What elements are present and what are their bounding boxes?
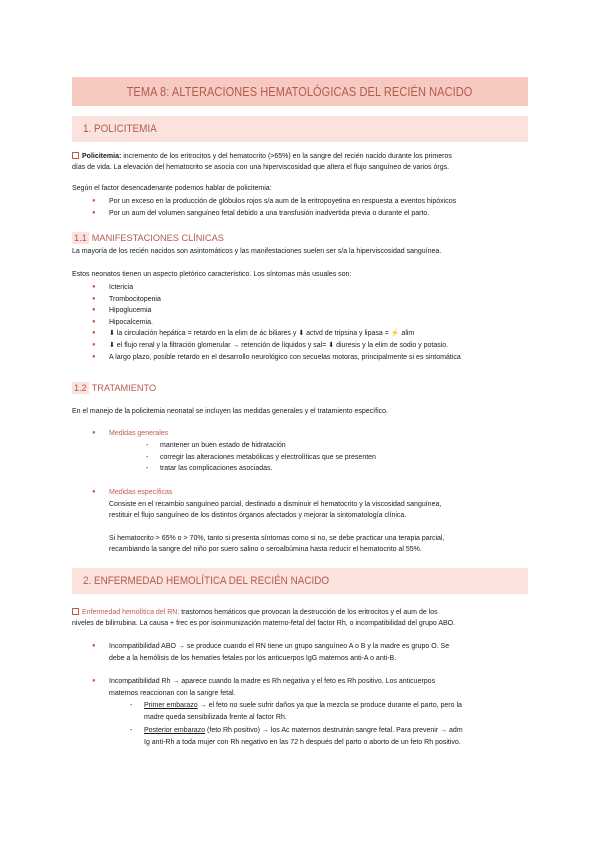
post-text-1: (feto Rh positivo) → los Ac maternos destruirán sangre fetal. Para prevenir → adm: [207, 727, 463, 735]
subsection-number: 1.2: [74, 383, 87, 393]
specific-text-1: Consiste en el recambio sanguíneo parcial, destinado a disminuir el hematocrito y la viscosidad sanguínea,: [109, 501, 442, 508]
list-item: [130, 725, 528, 748]
later-pregnancy-label: Posterior embarazo: [144, 727, 206, 735]
factor-intro: Según el factor desencadenante podemos hablar de policitemia:: [72, 185, 272, 192]
symptom-list: [92, 282, 528, 363]
section-2-title: 2. ENFERMEDAD HEMOLÍTICA DEL RECIÉN NACIDO: [83, 575, 330, 587]
definition-text-1: incremento de los eritrocitos y del hematocrito (>65%) en la sangre del recién nacido durante los primeros: [123, 153, 452, 160]
definition-term: Policitemia:: [82, 153, 122, 160]
abo-text-1: Incompatibilidad ABO → se produce cuando el RN tiene un grupo sanguíneo A o B y la madre es grupo O. Se: [109, 643, 450, 650]
general-measures-list: [92, 428, 528, 440]
definition-text-1: trastornos hemáticos que provocan la destrucción de los eritrocitos y el aum de los: [181, 609, 438, 616]
specific-measures-list: [92, 487, 528, 499]
list-item: ● Por un exceso en la producción de glóbulos rojos s/a aum de la eritropoyetina en respuesta a eventos hipóxicos: [92, 196, 528, 208]
subsection-1-1-heading: [72, 233, 224, 243]
definition-text-2: niveles de bilirrubina. La causa + frec es por isoinmunización materno-fetal del factor Rh, o incompatibilidad del grupo ABO.: [72, 620, 456, 627]
hematocrit-text: [109, 533, 528, 555]
first-text-1: → el feto no suele sufrir daños ya que la mezcla se produce durante el parto, pero la: [199, 702, 462, 709]
list-item: [92, 676, 528, 699]
list-item: - mantener un buen estado de hidratación: [146, 440, 526, 452]
definition-term: Enfermedad hemolítica del RN:: [82, 609, 180, 616]
treatment-intro: En el manejo de la policitemia neonatal se incluyen las medidas generales y el tratamiento específico.: [72, 408, 388, 415]
subsection-number: 1.1: [74, 233, 87, 243]
general-measures-label: ● Medidas generales: [92, 428, 528, 440]
hematocrit-text-2: recambiando la sangre del niño por suero salino o seroalbúmina hasta reducir el hematocrito al 55%.: [109, 546, 422, 553]
subsection-1-2-heading: [72, 383, 156, 393]
subsection-label: TRATAMIENTO: [91, 383, 157, 393]
specific-measures-text: [109, 499, 528, 521]
pregnancy-list: [130, 700, 528, 748]
checkbox-icon: [72, 608, 79, 615]
list-item: ● A largo plazo, posible retardo en el desarrollo neurológico con secuelas motoras, principalmente si es sintomática: [92, 352, 528, 364]
list-item: [92, 641, 528, 664]
manifestations-intro: Estos neonatos tienen un aspecto pletórico característico. Los síntomas más usuales son:: [72, 271, 352, 278]
list-item: ● Ictericia: [92, 282, 528, 294]
definition-text-2: días de vida. La elevación del hematocrito se asocia con una hiperviscosidad que altera el flujo sanguíneo de varios órgs.: [72, 164, 450, 171]
section-2-header: [72, 568, 528, 594]
list-item: ● ⬇ el flujo renal y la filtración glomerular → retención de líquidos y sal= ⬇ diuresis y la elim de sodio y potasio.: [92, 340, 528, 352]
manifestations-text: La mayoría de los recién nacidos son asintomáticos y las manifestaciones suelen ser s/a la hiperviscosidad sanguínea.: [72, 248, 442, 255]
specific-measures-label: ● Medidas específicas: [92, 487, 528, 499]
rh-item: [92, 676, 528, 699]
specific-text-2: restituir el flujo sanguíneo de los distintos órganos afectados y mejorar la sintomatología clínica.: [109, 512, 407, 519]
first-text-2: madre queda sensibilizada frente al factor Rh.: [144, 713, 287, 721]
abo-text-2: debe a la hemólisis de los hematíes fetales por los anticuerpos IgG maternos anti-A o anti-B.: [109, 654, 397, 662]
document-title-bar: [72, 77, 528, 106]
rh-text-1: Incompatibilidad Rh → aparece cuando la madre es Rh negativa y el feto es Rh positivo. Los anticuerpos: [109, 678, 436, 685]
checkbox-icon: [72, 152, 79, 159]
section-1-title: 1. POLICITEMIA: [83, 123, 157, 135]
post-text-2: Ig anti-Rh a toda mujer con Rh negativo en las 72 h después del parto o aborto de un feto Rh positivo.: [144, 738, 461, 746]
abo-item: [92, 641, 528, 664]
list-item: - corregir las alteraciones metabólicas y electrolíticas que se presenten: [146, 452, 526, 464]
policitemia-definition: [72, 151, 528, 173]
subsection-label: MANIFESTACIONES CLÍNICAS: [91, 233, 224, 243]
hemolytic-definition: [72, 607, 528, 629]
section-1-header: [72, 116, 528, 142]
first-pregnancy-label: Primer embarazo: [144, 702, 198, 709]
hematocrit-text-1: Si hematocrito > 65% o > 70%, tanto si presenta síntomas como si no, se debe practicar una terapia parcial,: [109, 535, 445, 542]
general-measures-items: [146, 440, 526, 475]
list-item: ● ⬇ la circulación hepática = retardo en la elim de ác biliares y ⬇ actvd de tripsina y lipasa = ⚡ alim: [92, 328, 528, 340]
factor-list: [92, 196, 528, 219]
rh-text-2: maternos reaccionan con la sangre fetal.: [109, 689, 236, 697]
list-item: ● Hipoglucemia: [92, 305, 528, 317]
document-title: TEMA 8: ALTERACIONES HEMATOLÓGICAS DEL RECIÉN NACIDO: [127, 84, 473, 99]
list-item: - tratar las complicaciones asociadas.: [146, 463, 526, 475]
list-item: [130, 700, 528, 723]
list-item: ● Hipocalcemia.: [92, 317, 528, 329]
list-item: ● Por un aum del volumen sanguíneo fetal debido a una transfusión inadvertida previa o durante el parto.: [92, 208, 528, 220]
list-item: ● Trombocitopenia: [92, 294, 528, 306]
